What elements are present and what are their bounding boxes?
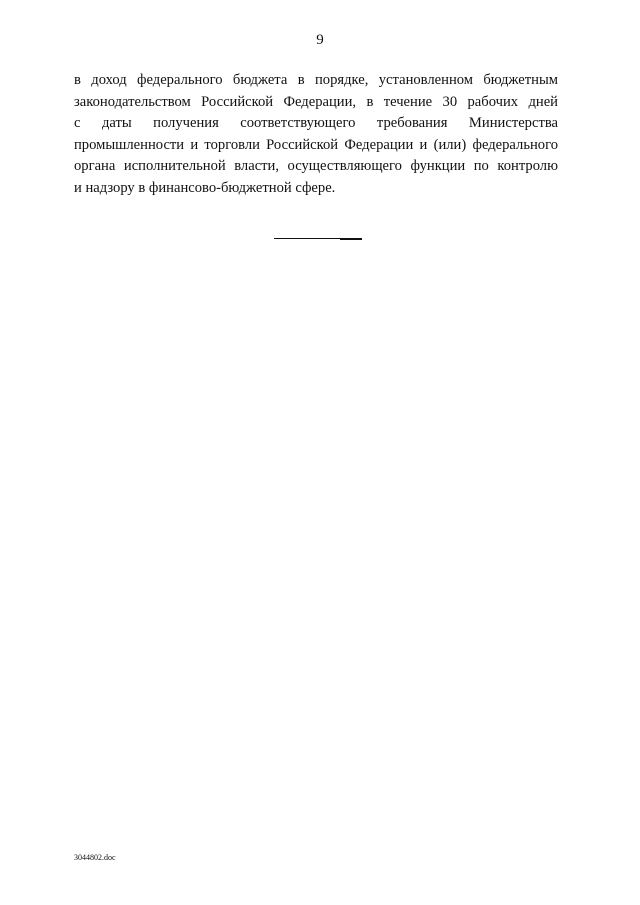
page-number: 9	[316, 32, 324, 48]
paragraph-line: органа исполнительной власти, осуществляющего функции по контролю	[74, 158, 558, 175]
separator-accent	[340, 238, 362, 240]
body-paragraph	[74, 70, 558, 200]
paragraph-line: и надзору в финансово-бюджетной сфере.	[74, 179, 336, 196]
paragraph-line: в доход федерального бюджета в порядке, установленном бюджетным	[74, 72, 558, 88]
paragraph-line: законодательством Российской Федерации, в течение 30 рабочих дней	[74, 93, 558, 110]
paragraph-line: с даты получения соответствующего требования Министерства	[74, 115, 558, 132]
paragraph-line: промышленности и торговли Российской Федерации и (или) федерального	[74, 136, 558, 153]
footer-filename: 3044802.doc	[74, 853, 116, 862]
end-of-document-separator	[274, 238, 362, 239]
